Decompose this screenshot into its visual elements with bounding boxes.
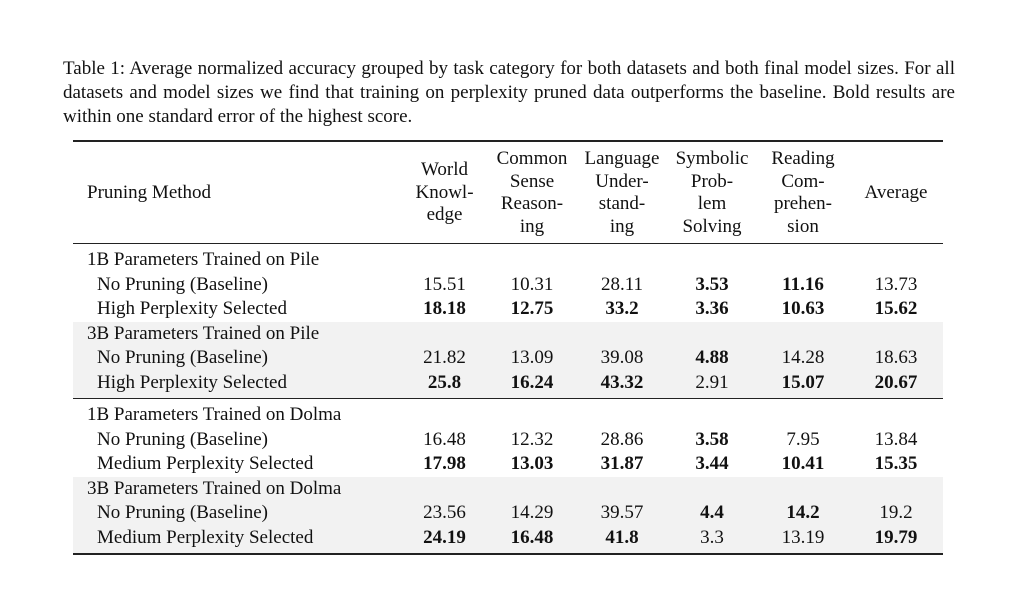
score-cell: 24.19	[402, 526, 487, 555]
results-table-container	[73, 140, 943, 555]
score-cell: 13.19	[757, 526, 849, 555]
header-average	[849, 141, 943, 244]
score-cell: 16.48	[423, 428, 466, 450]
score-cell: 4.4	[667, 501, 757, 526]
score-cell: 18.18	[423, 298, 466, 319]
results-table	[73, 140, 943, 555]
score-cell: 15.62	[874, 298, 918, 319]
header-line: World	[420, 159, 469, 181]
header-line: edge	[426, 204, 463, 226]
method-name: Medium Perplexity Selected	[73, 526, 402, 555]
score-cell: 15.51	[423, 273, 466, 295]
header-line: Under-	[595, 170, 649, 192]
table-row	[73, 428, 943, 453]
header-line: Reason-	[500, 193, 564, 214]
header-reading-comprehension	[757, 141, 849, 244]
score-cell: 13.09	[487, 346, 577, 371]
score-cell: 18.63	[849, 346, 943, 371]
score-cell: 28.11	[600, 273, 644, 295]
header-pruning-method	[73, 141, 402, 244]
score-cell: 3.44	[695, 453, 729, 474]
score-cell: 25.8	[402, 371, 487, 399]
score-cell: 23.56	[402, 501, 487, 526]
header-line: ing	[609, 215, 635, 237]
header-line: sion	[787, 215, 819, 237]
score-cell: 31.87	[600, 453, 644, 474]
group-row	[73, 322, 943, 347]
group-label: 3B Parameters Trained on Dolma	[73, 477, 943, 502]
table-row	[73, 297, 943, 322]
header-line: Common	[496, 148, 568, 169]
score-cell: 21.82	[402, 346, 487, 371]
score-cell: 10.41	[781, 453, 825, 474]
method-name: High Perplexity Selected	[97, 298, 287, 319]
score-cell: 13.73	[874, 273, 918, 295]
score-cell: 14.29	[487, 501, 577, 526]
score-cell: 39.08	[577, 346, 667, 371]
group-row	[73, 244, 943, 273]
score-cell: 3.36	[695, 298, 729, 319]
table-row	[73, 452, 943, 477]
score-cell: 17.98	[423, 453, 466, 474]
score-cell: 16.48	[487, 526, 577, 555]
header-line: Solving	[682, 215, 742, 237]
header-language-understanding	[577, 141, 667, 244]
method-name: No Pruning (Baseline)	[73, 501, 402, 526]
score-cell: 2.91	[667, 371, 757, 399]
score-cell: 13.03	[510, 453, 554, 474]
score-cell: 13.84	[874, 428, 918, 450]
score-cell: 20.67	[849, 371, 943, 399]
score-cell: 3.58	[695, 428, 729, 450]
score-cell: 11.16	[782, 273, 824, 295]
score-cell: 3.3	[667, 526, 757, 555]
score-cell: 12.75	[510, 298, 554, 319]
table-caption: Table 1: Average normalized accuracy grouped by task category for both datasets and both final model sizes. For all datasets and model sizes we find that training on perplexity pruned data outperforms the baseline. Bold results are within one standard error of the highest score.	[63, 58, 955, 127]
score-cell: 4.88	[667, 346, 757, 371]
group-label: 3B Parameters Trained on Pile	[73, 322, 943, 347]
table-row	[73, 501, 943, 526]
method-name: High Perplexity Selected	[73, 371, 402, 399]
header-line: stand-	[598, 193, 646, 214]
header-line: Reading	[771, 148, 835, 169]
header-line: Average	[864, 181, 928, 203]
table-row	[73, 371, 943, 399]
score-cell: 15.35	[874, 453, 918, 474]
score-cell: 12.32	[510, 428, 554, 450]
score-cell: 41.8	[577, 526, 667, 555]
score-cell: 10.63	[781, 298, 825, 319]
score-cell: 43.32	[577, 371, 667, 399]
method-name: No Pruning (Baseline)	[73, 346, 402, 371]
score-cell: 10.31	[510, 273, 554, 295]
table-body	[73, 244, 943, 555]
header-line: lem	[697, 193, 727, 214]
score-cell: 14.28	[757, 346, 849, 371]
header-line: Sense	[509, 170, 555, 192]
group-label: 1B Parameters Trained on Pile	[87, 249, 320, 270]
method-name: No Pruning (Baseline)	[97, 428, 268, 450]
group-row	[73, 399, 943, 428]
score-cell: 14.2	[757, 501, 849, 526]
header-world-knowledge	[402, 141, 487, 244]
score-cell: 3.53	[695, 273, 729, 295]
score-cell: 39.57	[577, 501, 667, 526]
header-common-sense-reasoning	[487, 141, 577, 244]
method-name: Medium Perplexity Selected	[97, 453, 314, 474]
score-cell: 33.2	[605, 298, 639, 319]
score-cell: 7.95	[786, 428, 820, 450]
header-line: Knowl-	[415, 181, 474, 203]
header-line: prehen-	[773, 193, 833, 214]
table-row	[73, 526, 943, 555]
table-row	[73, 346, 943, 371]
score-cell: 28.86	[600, 428, 644, 450]
group-label: 1B Parameters Trained on Dolma	[87, 404, 342, 425]
header-line: Pruning Method	[87, 181, 212, 203]
score-cell: 19.79	[849, 526, 943, 555]
header-line: Language	[584, 148, 660, 169]
header-symbolic-problem-solving	[667, 141, 757, 244]
header-line: Com-	[781, 170, 825, 192]
table-row	[73, 273, 943, 298]
score-cell: 19.2	[849, 501, 943, 526]
score-cell: 16.24	[487, 371, 577, 399]
header-row	[73, 141, 943, 244]
header-line: ing	[519, 215, 545, 237]
method-name: No Pruning (Baseline)	[97, 273, 268, 295]
score-cell: 15.07	[757, 371, 849, 399]
header-line: Prob-	[690, 170, 734, 192]
header-line: Symbolic	[675, 148, 749, 169]
group-row	[73, 477, 943, 502]
